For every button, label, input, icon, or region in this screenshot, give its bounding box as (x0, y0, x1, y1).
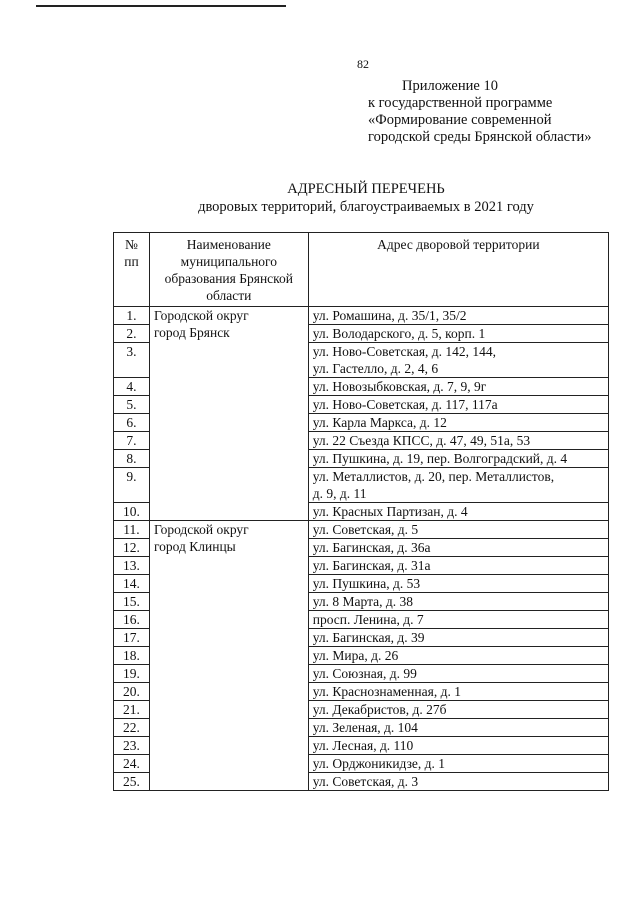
address-cell: ул. Ново-Советская, д. 142, 144, ул. Гастелло, д. 2, 4, 6 (308, 343, 608, 378)
address-cell: ул. Союзная, д. 99 (308, 665, 608, 683)
row-number: 15. (114, 593, 150, 611)
address-cell: ул. Багинская, д. 39 (308, 629, 608, 647)
address-cell: ул. Володарского, д. 5, корп. 1 (308, 325, 608, 343)
address-cell: ул. Пушкина, д. 53 (308, 575, 608, 593)
address-cell: ул. Ромашина, д. 35/1, 35/2 (308, 307, 608, 325)
municipality-name: Городской округ город Клинцы (149, 521, 308, 791)
header-address: Адрес дворовой территории (308, 233, 608, 307)
row-number: 24. (114, 755, 150, 773)
row-number: 17. (114, 629, 150, 647)
table-body (114, 307, 609, 791)
row-number: 9. (114, 468, 150, 503)
header-number: № пп (114, 233, 150, 307)
address-cell: ул. Лесная, д. 110 (308, 737, 608, 755)
appendix-line-1: Приложение 10 (402, 78, 498, 94)
row-number: 13. (114, 557, 150, 575)
address-cell: ул. Багинская, д. 36а (308, 539, 608, 557)
row-number: 6. (114, 414, 150, 432)
row-number: 16. (114, 611, 150, 629)
page-number: 82 (357, 57, 369, 71)
address-cell: ул. Зеленая, д. 104 (308, 719, 608, 737)
row-number: 10. (114, 503, 150, 521)
address-cell: ул. 22 Съезда КПСС, д. 47, 49, 51а, 53 (308, 432, 608, 450)
table-header-row (114, 233, 609, 307)
row-number: 4. (114, 378, 150, 396)
row-number: 12. (114, 539, 150, 557)
row-number: 22. (114, 719, 150, 737)
row-number: 5. (114, 396, 150, 414)
address-cell: ул. Советская, д. 5 (308, 521, 608, 539)
address-cell: ул. Багинская, д. 31а (308, 557, 608, 575)
address-cell: ул. Декабристов, д. 27б (308, 701, 608, 719)
row-number: 18. (114, 647, 150, 665)
row-number: 3. (114, 343, 150, 378)
address-cell: ул. Орджоникидзе, д. 1 (308, 755, 608, 773)
row-number: 1. (114, 307, 150, 325)
document-title: АДРЕСНЫЙ ПЕРЕЧЕНЬ (287, 181, 445, 197)
address-cell: ул. Карла Маркса, д. 12 (308, 414, 608, 432)
address-cell: ул. Мира, д. 26 (308, 647, 608, 665)
address-table (113, 232, 609, 791)
top-rule (36, 5, 286, 7)
address-cell: ул. Красных Партизан, д. 4 (308, 503, 608, 521)
address-cell: ул. Краснознаменная, д. 1 (308, 683, 608, 701)
address-cell: ул. Пушкина, д. 19, пер. Волгоградский, д. 4 (308, 450, 608, 468)
row-number: 25. (114, 773, 150, 791)
row-number: 20. (114, 683, 150, 701)
row-number: 19. (114, 665, 150, 683)
appendix-note (368, 78, 591, 146)
address-cell: ул. Новозыбковская, д. 7, 9, 9г (308, 378, 608, 396)
row-number: 2. (114, 325, 150, 343)
row-number: 7. (114, 432, 150, 450)
address-cell: ул. Ново-Советская, д. 117, 117а (308, 396, 608, 414)
row-number: 14. (114, 575, 150, 593)
table-row (114, 307, 609, 325)
address-cell: ул. Металлистов, д. 20, пер. Металлистов, д. 9, д. 11 (308, 468, 608, 503)
row-number: 21. (114, 701, 150, 719)
address-cell: ул. 8 Марта, д. 38 (308, 593, 608, 611)
document-subtitle: дворовых территорий, благоустраиваемых в 2021 году (198, 199, 534, 215)
appendix-line-2: к государственной программе (368, 95, 553, 111)
appendix-line-3: «Формирование современной (368, 112, 552, 128)
row-number: 23. (114, 737, 150, 755)
row-number: 11. (114, 521, 150, 539)
header-municipality: Наименование муниципального образования Брянской области (149, 233, 308, 307)
table-row (114, 521, 609, 539)
address-cell: просп. Ленина, д. 7 (308, 611, 608, 629)
municipality-name: Городской округ город Брянск (149, 307, 308, 521)
row-number: 8. (114, 450, 150, 468)
address-cell: ул. Советская, д. 3 (308, 773, 608, 791)
appendix-line-4: городской среды Брянской области» (368, 129, 592, 145)
